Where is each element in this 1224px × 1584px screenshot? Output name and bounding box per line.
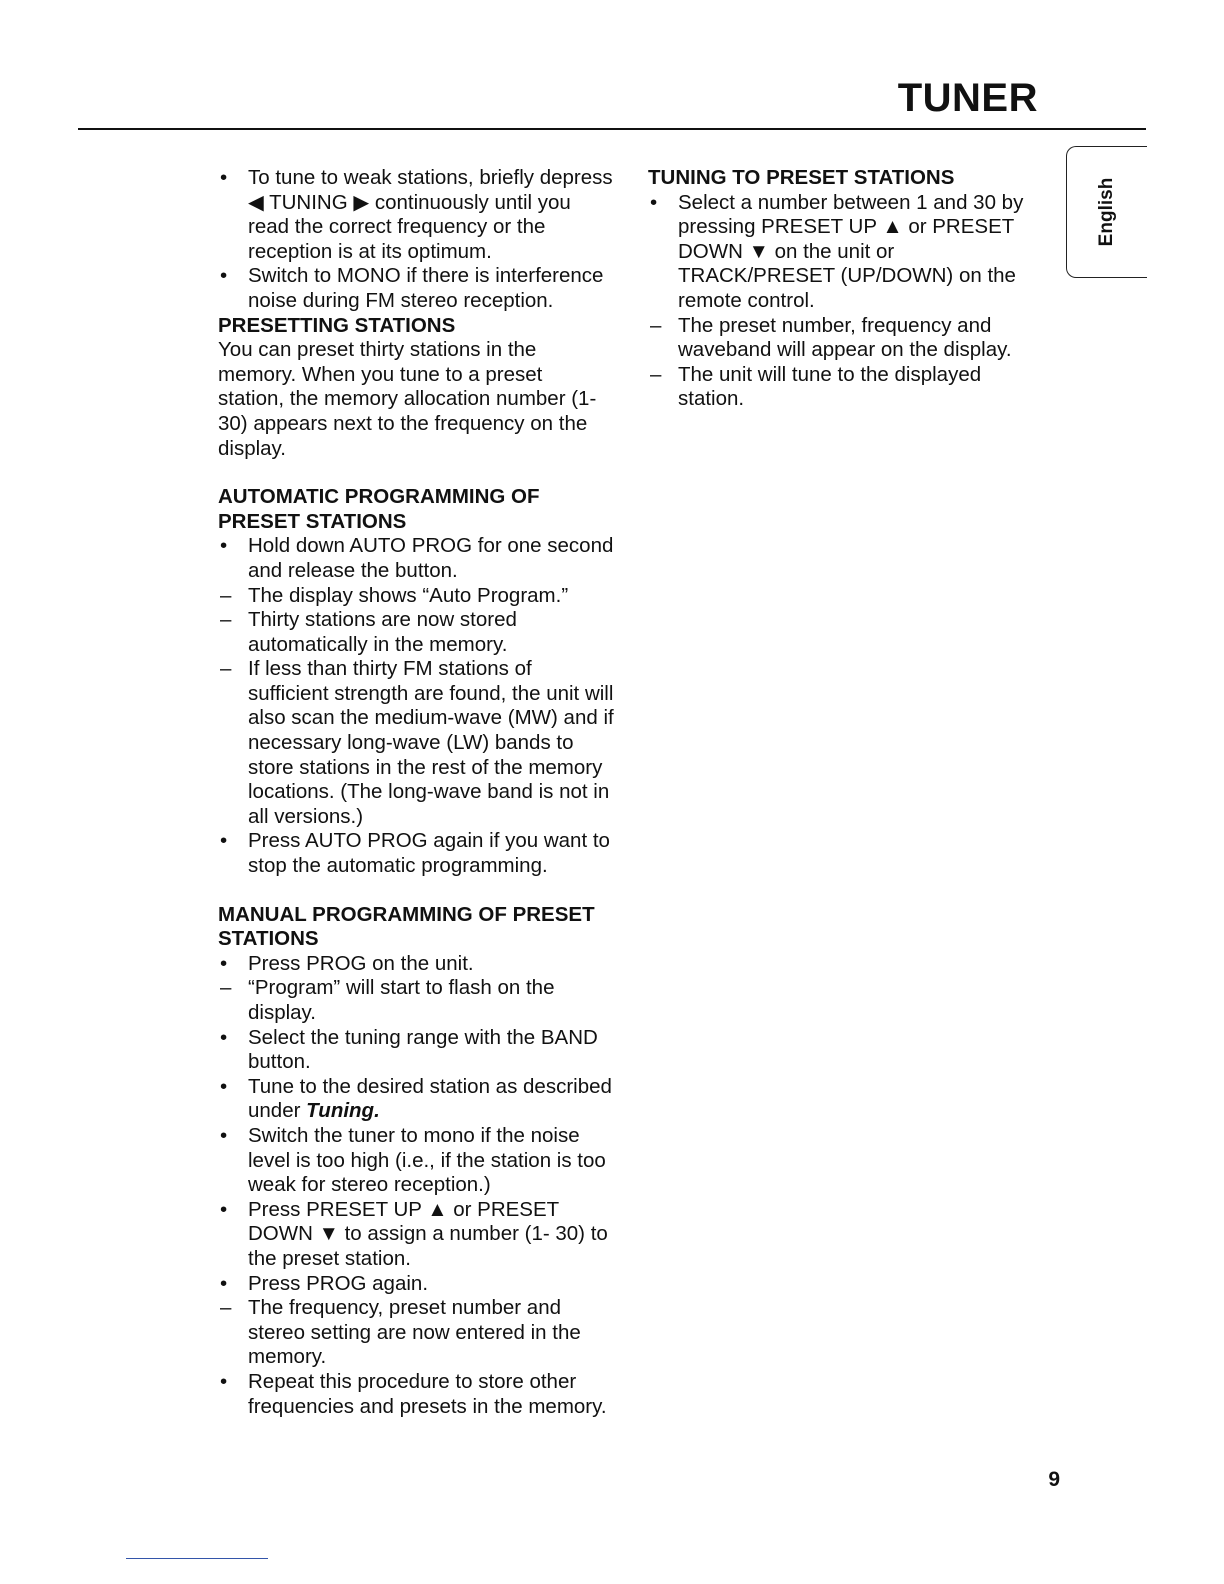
list-item-text: To tune to weak stations, briefly depress ◀ TUNING ▶ continuously until you read the correct frequency or the reception is at its optimum. — [248, 166, 613, 263]
language-tab — [1066, 146, 1147, 278]
list-item-text: Select the tuning range with the BAND button. — [248, 1025, 598, 1074]
list-item — [218, 1198, 614, 1272]
list-item — [218, 1075, 614, 1124]
right-column — [648, 166, 1044, 436]
list-item-text: Hold down AUTO PROG for one second and release the button. — [248, 534, 614, 582]
bullet-marker: • — [220, 1025, 228, 1049]
list-item — [218, 1370, 614, 1419]
dash-marker: – — [220, 657, 232, 681]
footer-line — [126, 1558, 268, 1559]
list-item — [648, 314, 1044, 363]
section-body: You can preset thirty stations in the memory. When you tune to a preset station, the memory allocation number (1-30) appears next to the frequency on the display. — [218, 338, 597, 460]
list-item-text: The frequency, preset number and stereo setting are now entered in the memory. — [248, 1296, 581, 1369]
emphasized-term: Tuning. — [306, 1099, 380, 1123]
list-item — [218, 976, 614, 1025]
tuning-presets-list — [648, 191, 1044, 412]
page-number: 9 — [1048, 1468, 1060, 1491]
bullet-marker: • — [220, 166, 228, 189]
list-item-text: Press AUTO PROG again if you want to stop the automatic programming. — [248, 829, 610, 878]
bullet-marker: • — [220, 829, 228, 853]
list-item — [218, 1124, 614, 1198]
left-column — [218, 166, 614, 1443]
list-item — [218, 1296, 614, 1370]
bullet-marker: • — [220, 264, 228, 288]
list-item — [218, 829, 614, 878]
list-item — [218, 1026, 614, 1075]
bullet-marker: • — [220, 1074, 228, 1098]
list-item-text: The unit will tune to the displayed station. — [678, 362, 982, 411]
bullet-marker: • — [650, 190, 658, 214]
list-item-text: Select a number between 1 and 30 by pressing PRESET UP ▲ or PRESET DOWN ▼ on the unit or TRACK/PRESET (UP/DOWN) on the remote control. — [678, 190, 1024, 312]
list-item-text: Press PROG on the unit. — [248, 951, 474, 975]
intro-list — [218, 166, 614, 314]
list-item-text: Repeat this procedure to store other frequencies and presets in the memory. — [248, 1369, 607, 1418]
section-heading: AUTOMATIC PROGRAMMING OF PRESET STATIONS — [218, 485, 540, 533]
dash-marker: – — [220, 1296, 232, 1320]
automatic-section — [218, 485, 614, 879]
dash-marker: – — [220, 976, 232, 1000]
list-item — [218, 1272, 614, 1297]
page-title: TUNER — [897, 76, 1038, 120]
list-item-text: The display shows “Auto Program.” — [248, 583, 569, 607]
list-item-text: Switch the tuner to mono if the noise level is too high (i.e., if the station is too weak for stereo reception.) — [248, 1123, 606, 1197]
presetting-section — [218, 314, 614, 462]
bullet-marker: • — [220, 1271, 228, 1295]
manual-list — [218, 952, 614, 1419]
list-item-text: If less than thirty FM stations of sufficient strength are found, the unit will also scan the medium-wave (MW) and if necessary long-wave (LW) bands to store stations in the rest of the memory locations. (The long-wave band is not in all versions.) — [248, 657, 614, 828]
list-item — [218, 264, 614, 313]
list-item-text: Press PROG again. — [248, 1271, 429, 1295]
bullet-marker: • — [220, 1197, 228, 1221]
list-item-text: Switch to MONO if there is interference noise during FM stereo reception. — [248, 264, 604, 312]
bullet-marker: • — [220, 534, 228, 558]
automatic-list — [218, 534, 614, 878]
list-item-text: Press PRESET UP ▲ or PRESET DOWN ▼ to assign a number (1- 30) to the preset station. — [248, 1197, 608, 1270]
list-item — [218, 657, 614, 829]
list-item-text: Tune to the desired station as described under — [248, 1074, 612, 1123]
dash-marker: – — [220, 583, 232, 607]
language-tab-label: English — [1096, 177, 1117, 247]
tuning-presets-section — [648, 166, 1044, 412]
list-item — [218, 952, 614, 977]
dash-marker: – — [220, 608, 232, 632]
list-item — [218, 534, 614, 583]
manual-section — [218, 903, 614, 1419]
list-item-text: The preset number, frequency and waveband will appear on the display. — [678, 313, 1012, 362]
list-item — [218, 166, 614, 264]
dash-marker: – — [650, 362, 662, 386]
dash-marker: – — [650, 313, 662, 337]
section-heading: MANUAL PROGRAMMING OF PRESET STATIONS — [218, 902, 595, 951]
section-heading: PRESETTING STATIONS — [218, 313, 456, 337]
header-rule — [78, 128, 1146, 130]
bullet-marker: • — [220, 951, 228, 975]
bullet-marker: • — [220, 1369, 228, 1393]
list-item-text: “Program” will start to flash on the display. — [248, 976, 555, 1024]
list-item — [648, 363, 1044, 412]
list-item — [218, 584, 614, 609]
list-item — [648, 191, 1044, 314]
list-item-text: Thirty stations are now stored automatically in the memory. — [248, 608, 517, 656]
bullet-marker: • — [220, 1123, 228, 1147]
list-item — [218, 608, 614, 657]
section-heading: TUNING TO PRESET STATIONS — [648, 166, 955, 189]
